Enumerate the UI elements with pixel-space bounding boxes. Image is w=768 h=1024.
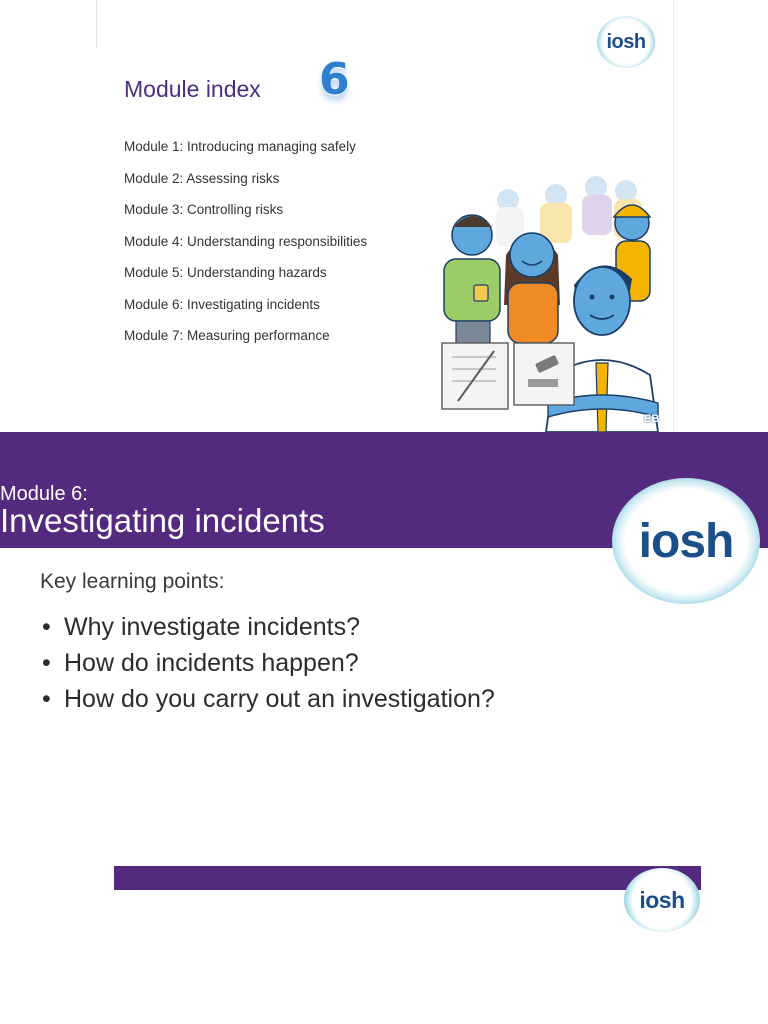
module-list-item: Module 7: Measuring performance: [124, 328, 330, 343]
bullet-icon: •: [42, 613, 51, 641]
key-point-text: How do you carry out an investigation?: [64, 685, 495, 713]
module-title: Investigating incidents: [0, 502, 325, 539]
module-label: Module 6:: [0, 483, 88, 505]
module-list-item: Module 2: Assessing risks: [124, 170, 280, 186]
module-number-six: 6: [319, 54, 350, 105]
module-list: [124, 138, 367, 359]
key-point-item: [42, 684, 495, 720]
key-point-item: [42, 612, 495, 648]
slide-border: [673, 0, 674, 432]
key-points-heading: Key learning points:: [40, 570, 225, 593]
key-point-text: How do incidents happen?: [64, 649, 359, 677]
iosh-logo: [612, 478, 760, 604]
key-points-list: [42, 612, 495, 720]
module-index-title: Module index: [124, 76, 261, 102]
module-list-item: Module 3: Controlling risks: [124, 202, 284, 217]
slide-border: [96, 0, 97, 48]
key-point-text: Why investigate incidents?: [64, 613, 360, 641]
module-list-item: Module 5: Understanding hazards: [124, 265, 327, 280]
module-list-item: Module 4: Understanding responsibilities: [124, 233, 368, 249]
module-list-item: Module 1: Introducing managing safely: [124, 139, 356, 154]
bullet-icon: •: [42, 685, 51, 713]
iosh-logo-text: iosh: [606, 30, 646, 53]
bullet-icon: •: [42, 649, 51, 677]
key-point-item: [42, 648, 495, 684]
next-slide-banner: [114, 866, 701, 890]
iosh-logo-text: iosh: [639, 886, 685, 913]
illustration-mark: EB: [644, 413, 660, 425]
iosh-logo-text: iosh: [638, 514, 734, 568]
module-list-item: Module 6: Investigating incidents: [124, 296, 320, 312]
iosh-logo: [597, 16, 655, 68]
team-illustration: [436, 165, 664, 432]
iosh-logo: [624, 868, 700, 932]
